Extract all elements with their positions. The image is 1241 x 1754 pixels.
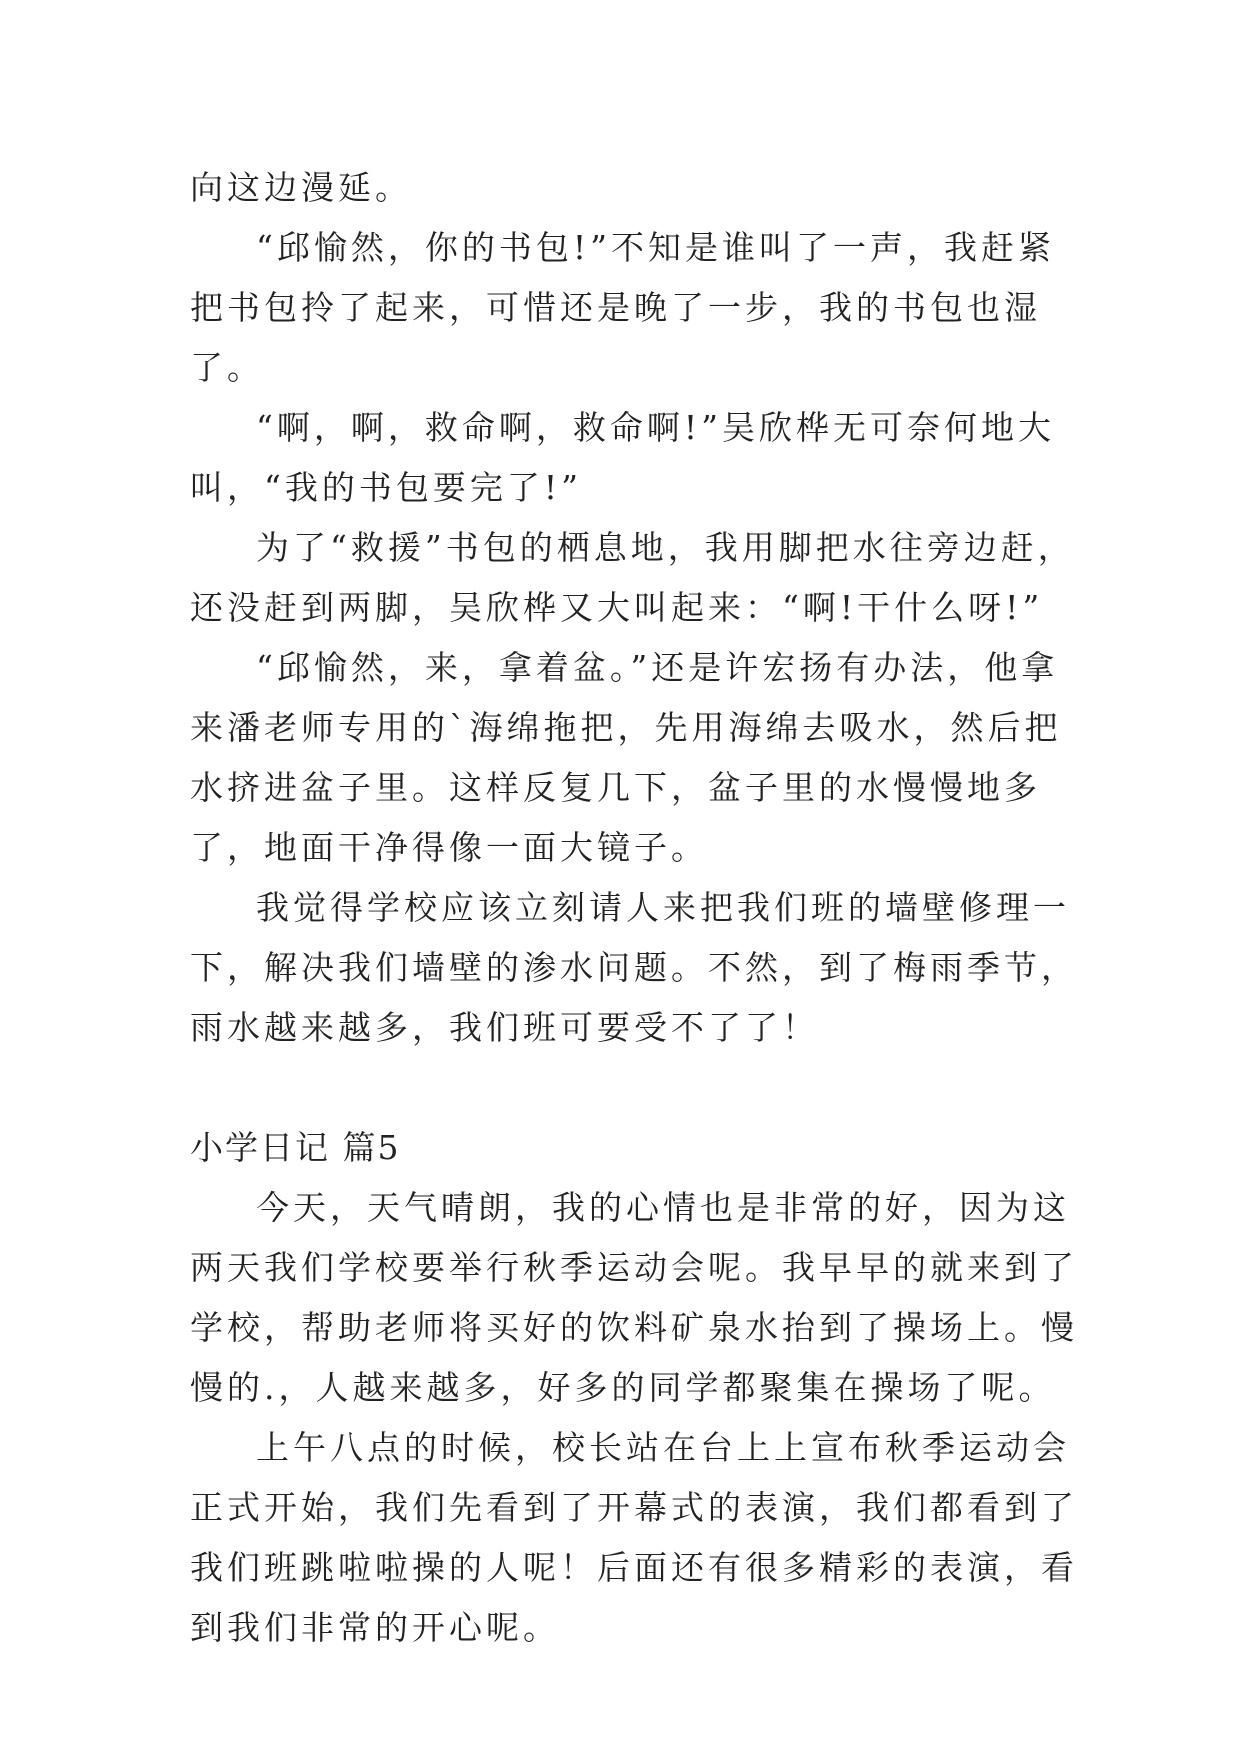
paragraph: 上午八点的时候，校长站在台上上宣布秋季运动会正式开始，我们先看到了开幕式的表演，我们都看到了我们班跳啦啦操的人呢！后面还有很多精彩的表演，看到我们非常的开心呢。: [190, 1428, 1078, 1647]
paragraph: “邱愉然，你的书包!”不知是谁叫了一声，我赶紧把书包拎了起来，可惜还是晚了一步，我的书包也湿了。: [190, 228, 1056, 387]
paragraph: 今天，天气晴朗，我的心情也是非常的好，因为这两天我们学校要举行秋季运动会呢。我早早的就来到了学校，帮助老师将买好的饮料矿泉水抬到了操场上。慢慢的.，人越来越多，好多的同学都聚集在操场了呢。: [190, 1188, 1078, 1407]
paragraph: 向这边漫延。: [190, 168, 412, 207]
paragraph: 为了“救援”书包的栖息地，我用脚把水往旁边赶，还没赶到两脚，吴欣桦又大叫起来：“啊!干什么呀!”: [190, 528, 1075, 627]
paragraph: “啊，啊，救命啊，救命啊!”吴欣桦无可奈何地大叫，“我的书包要完了!”: [190, 408, 1056, 507]
section-title: 小学日记 篇5: [190, 1128, 401, 1167]
document-body: [190, 158, 1080, 1658]
paragraph: 我觉得学校应该立刻请人来把我们班的墙壁修理一下，解决我们墙壁的渗水问题。不然，到了梅雨季节，雨水越来越多，我们班可要受不了了！: [190, 888, 1078, 1047]
paragraph: “邱愉然，来，拿着盆。”还是许宏扬有办法，他拿来潘老师专用的`海绵拖把，先用海绵去吸水，然后把水挤进盆子里。这样反复几下，盆子里的水慢慢地多了，地面干净得像一面大镜子。: [190, 648, 1062, 867]
